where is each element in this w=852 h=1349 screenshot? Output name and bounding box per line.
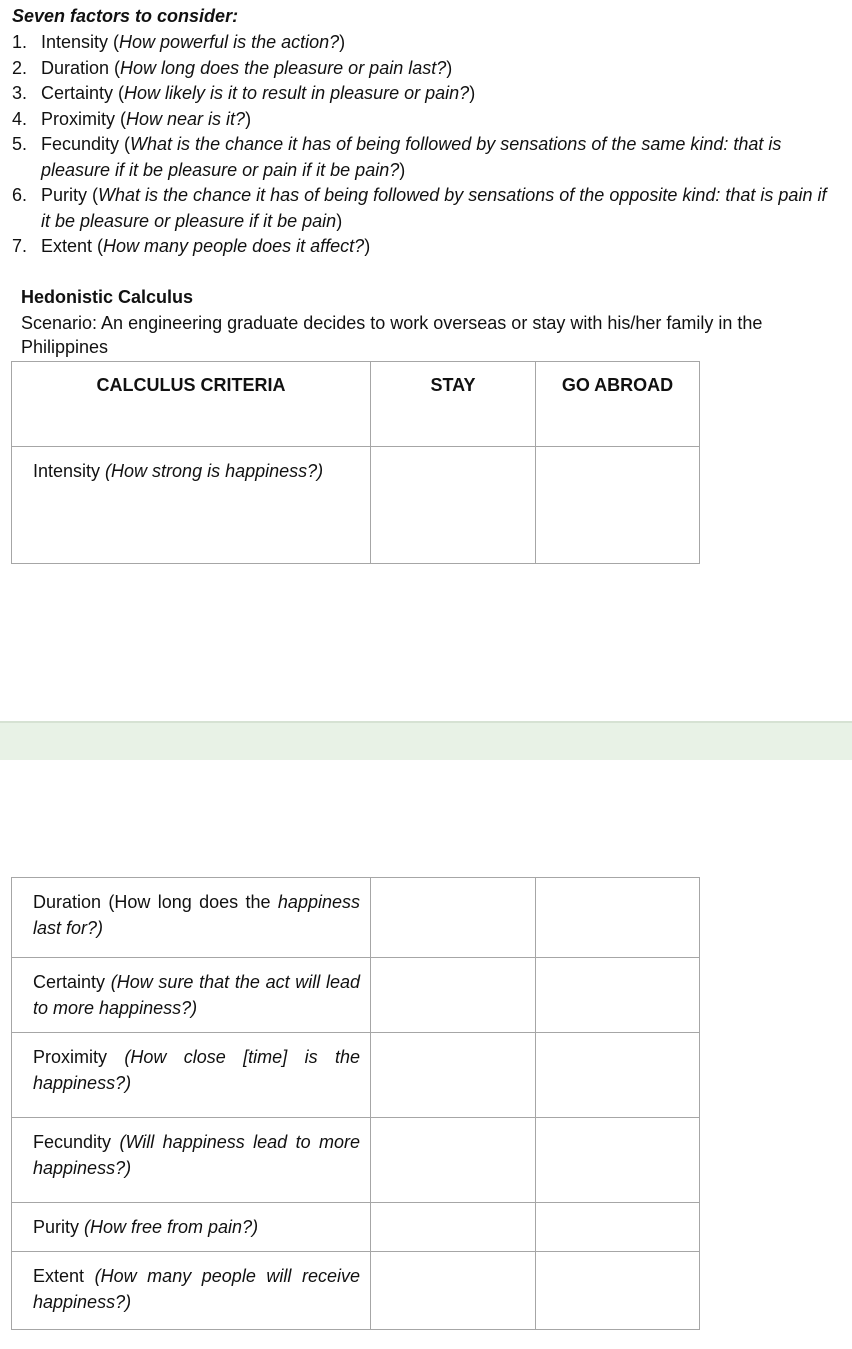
criteria-cell: [12, 878, 371, 958]
factor-name: Purity (: [41, 185, 99, 205]
factor-item: [12, 81, 832, 107]
stay-cell[interactable]: [371, 1118, 536, 1203]
factor-name: Fecundity (: [41, 134, 131, 154]
factor-question: How near is it?: [126, 108, 246, 129]
calculus-title: Hedonistic Calculus: [21, 287, 194, 307]
factor-close: ): [399, 159, 406, 180]
factor-close: ): [364, 236, 371, 256]
criteria-question: (How sure that the act will lead to more happiness?): [33, 972, 361, 1018]
factor-item: [12, 30, 832, 56]
stay-cell[interactable]: [371, 878, 536, 958]
factor-number: 4.: [12, 108, 28, 129]
stay-cell[interactable]: [371, 1252, 536, 1330]
factor-item: [12, 107, 832, 133]
factors-heading: Seven factors to consider:: [12, 6, 239, 26]
page-break: [0, 721, 852, 760]
factor-question: How likely is it to result in pleasure or pain?: [124, 83, 470, 103]
criteria-cell: [12, 958, 371, 1033]
calculus-table-page2: [11, 877, 700, 1330]
factor-number: 1.: [12, 32, 28, 52]
factor-close: ): [245, 108, 252, 129]
criteria-name: Intensity: [33, 461, 106, 481]
header-stay: STAY: [371, 362, 536, 447]
factor-number: 5.: [12, 134, 28, 154]
factor-close: ): [336, 210, 343, 231]
table-row: [12, 878, 700, 958]
go-abroad-cell[interactable]: [536, 878, 700, 958]
factor-item: [12, 56, 832, 82]
header-criteria: CALCULUS CRITERIA: [12, 362, 371, 447]
factor-question: What is the chance it has of being followed by sensations of the same kind: that is pleasure if it be pleasure or pain if it be pain?: [41, 134, 782, 180]
stay-cell[interactable]: [371, 447, 536, 564]
factors-list: [12, 30, 832, 260]
criteria-cell: [12, 447, 371, 564]
factor-question: How long does the pleasure or pain last?: [120, 57, 447, 78]
criteria-question: (Will happiness lead to more happiness?): [33, 1132, 360, 1178]
table-row: [12, 958, 700, 1033]
factor-name: Proximity (: [41, 108, 126, 129]
table-row: [12, 1203, 700, 1252]
criteria-question: (How close [time] is the happiness?): [33, 1047, 360, 1093]
criteria-question: (How many people will receive happiness?): [33, 1266, 360, 1312]
factor-close: ): [339, 32, 346, 52]
stay-cell[interactable]: [371, 1033, 536, 1118]
criteria-question: happiness last for?): [33, 892, 360, 938]
go-abroad-cell[interactable]: [536, 1033, 700, 1118]
criteria-name: Proximity: [33, 1047, 125, 1067]
criteria-cell: [12, 1203, 371, 1252]
factor-close: ): [446, 57, 453, 78]
criteria-cell: [12, 1252, 371, 1330]
factor-question: How powerful is the action?: [119, 32, 340, 52]
criteria-name: Fecundity: [33, 1132, 120, 1152]
factor-name: Duration (: [41, 57, 121, 78]
criteria-cell: [12, 1118, 371, 1203]
criteria-name: Duration (How long does the: [33, 892, 278, 912]
table-row: [12, 1033, 700, 1118]
criteria-name: Extent: [33, 1266, 95, 1286]
scenario-text: Scenario: An engineering graduate decides to work overseas or stay with his/her family in the Philippines: [21, 313, 763, 357]
factor-number: 6.: [12, 185, 28, 205]
go-abroad-cell[interactable]: [536, 958, 700, 1033]
factor-name: Extent (: [41, 236, 104, 256]
header-go-abroad: GO ABROAD: [536, 362, 700, 447]
factor-name: Intensity (: [41, 32, 120, 52]
criteria-name: Certainty: [33, 972, 111, 992]
factor-item: [12, 132, 832, 183]
table-row: [12, 1118, 700, 1203]
criteria-question: (How strong is happiness?): [105, 461, 324, 481]
factor-item: [12, 234, 832, 260]
table-header-row: [12, 362, 700, 447]
stay-cell[interactable]: [371, 958, 536, 1033]
factor-question: How many people does it affect?: [103, 236, 365, 256]
factor-close: ): [469, 83, 476, 103]
table-row: [12, 447, 700, 564]
criteria-name: Purity: [33, 1217, 85, 1237]
go-abroad-cell[interactable]: [536, 447, 700, 564]
calculus-table-page1: [11, 361, 700, 564]
go-abroad-cell[interactable]: [536, 1252, 700, 1330]
factor-question: What is the chance it has of being followed by sensations of the opposite kind: that is pain if it be pleasure or pleasure if it be pain: [41, 185, 827, 231]
table-row: [12, 1252, 700, 1330]
factor-number: 3.: [12, 83, 28, 103]
stay-cell[interactable]: [371, 1203, 536, 1252]
go-abroad-cell[interactable]: [536, 1118, 700, 1203]
factor-item: [12, 183, 832, 234]
factor-number: 7.: [12, 236, 28, 256]
criteria-cell: [12, 1033, 371, 1118]
go-abroad-cell[interactable]: [536, 1203, 700, 1252]
factor-name: Certainty (: [41, 83, 125, 103]
criteria-question: (How free from pain?): [84, 1217, 259, 1237]
factor-number: 2.: [12, 57, 28, 78]
